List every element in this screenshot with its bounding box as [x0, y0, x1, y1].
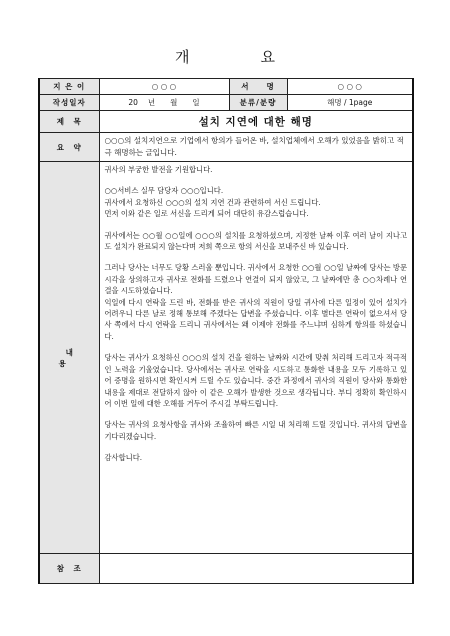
content-paragraph: 당사는 귀사가 요청하신 ○○○의 설치 건을 원하는 날짜와 시간에 맞춰 처리해 드리고자 적극적인 노력을 기울였습니다. 당사에서는 귀사로 연락을 시도하고 통화한 내용을 모두 기록하고 있어 증명을 원하시면 확인시켜 드릴 수도 있습니다. 중간 과정에서 귀사의 직원이 당사와 통화한 내용을 제대로 전달하지 않아 이 같은 오해가 발생한 것으로 생각됩니다. 부디 정확히 확인하시어 이번 일에 대한 오해를 거두어 주시길 부탁드립니다.: [104, 353, 407, 408]
author-label: 지 은 이: [39, 79, 99, 95]
signature-label: 서 명: [229, 79, 287, 95]
date-label: 작성일자: [39, 95, 99, 111]
content-paragraph: 귀사의 부궁한 발전을 기원합니다.: [104, 165, 213, 174]
content-paragraph: 귀사에서 요청하신 ○○○의 설치 지연 건과 관련하여 서신 드립니다.: [104, 197, 321, 207]
content-paragraph: ○○서비스 실무 담당자 ○○○입니다.: [104, 186, 224, 196]
content-paragraph: 귀사에서는 ○○월 ○○일에 ○○○의 설치를 요청하셨으며, 지정한 날짜 이후 여러 날이 지나고도 설치가 완료되지 않는다며 저희 쪽으로 항의 서신을 보내주신 바 있습니다.: [104, 230, 407, 252]
reference-value[interactable]: [99, 554, 413, 584]
overview-form-table: [38, 78, 414, 584]
content-paragraph: 익일에 다시 연락을 드린 바, 전화를 받은 귀사의 직원이 당일 귀사에 다른 일정이 있어 설치가 어려우니 다른 날로 정해 통보해 주겠다는 답변을 주셨습니다. 이후 별다른 연락이 없으셔서 당사 쪽에서 다시 연락을 드리니 귀사에서는 왜 이제야 전화를 주느냐며 심하게 항의를 하셨습니다.: [104, 297, 407, 341]
page-title: 개 요: [175, 48, 303, 66]
reference-label: 참 조: [39, 554, 99, 584]
content-paragraph: 그러나 당사는 너무도 당황 스러울 뿐입니다. 귀사에서 요청한 ○○월 ○○일 날짜에 당사는 방문 시각을 상의하고자 귀사로 전화를 드렸으나 연결이 되지 않았고, 그 날짜에만 총 ○○차례나 연결을 시도하였습니다.: [104, 263, 407, 296]
date-value[interactable]: 20 년 월 일: [99, 95, 229, 111]
content-body[interactable]: [99, 162, 413, 554]
subject-label: 제 목: [39, 111, 99, 133]
signature-value[interactable]: ○ ○ ○: [287, 79, 413, 95]
content-paragraph: 먼저 이와 같은 일로 서신을 드리게 되어 대단히 유감스럽습니다.: [104, 209, 309, 219]
content-label: 내 용: [39, 162, 99, 554]
content-paragraph: 당사는 귀사의 요청사항을 귀사와 조율하여 빠른 시일 내 처리해 드릴 것입니다. 귀사의 답변을 기다리겠습니다.: [104, 420, 407, 441]
summary-label: 요 약: [39, 133, 99, 162]
author-value[interactable]: ○ ○ ○: [99, 79, 229, 95]
content-paragraph: 감사합니다.: [104, 453, 143, 463]
category-label: 분류/분량: [229, 95, 287, 111]
subject-value[interactable]: 설치 지연에 대한 해명: [99, 111, 413, 133]
category-value[interactable]: 해명 / 1page: [287, 95, 413, 111]
summary-value[interactable]: ○○○의 설치지연으로 기업에서 항의가 들어온 바, 설치업체에서 오해가 있었음을 밝히고 적극 해명하는 글입니다.: [99, 133, 413, 162]
